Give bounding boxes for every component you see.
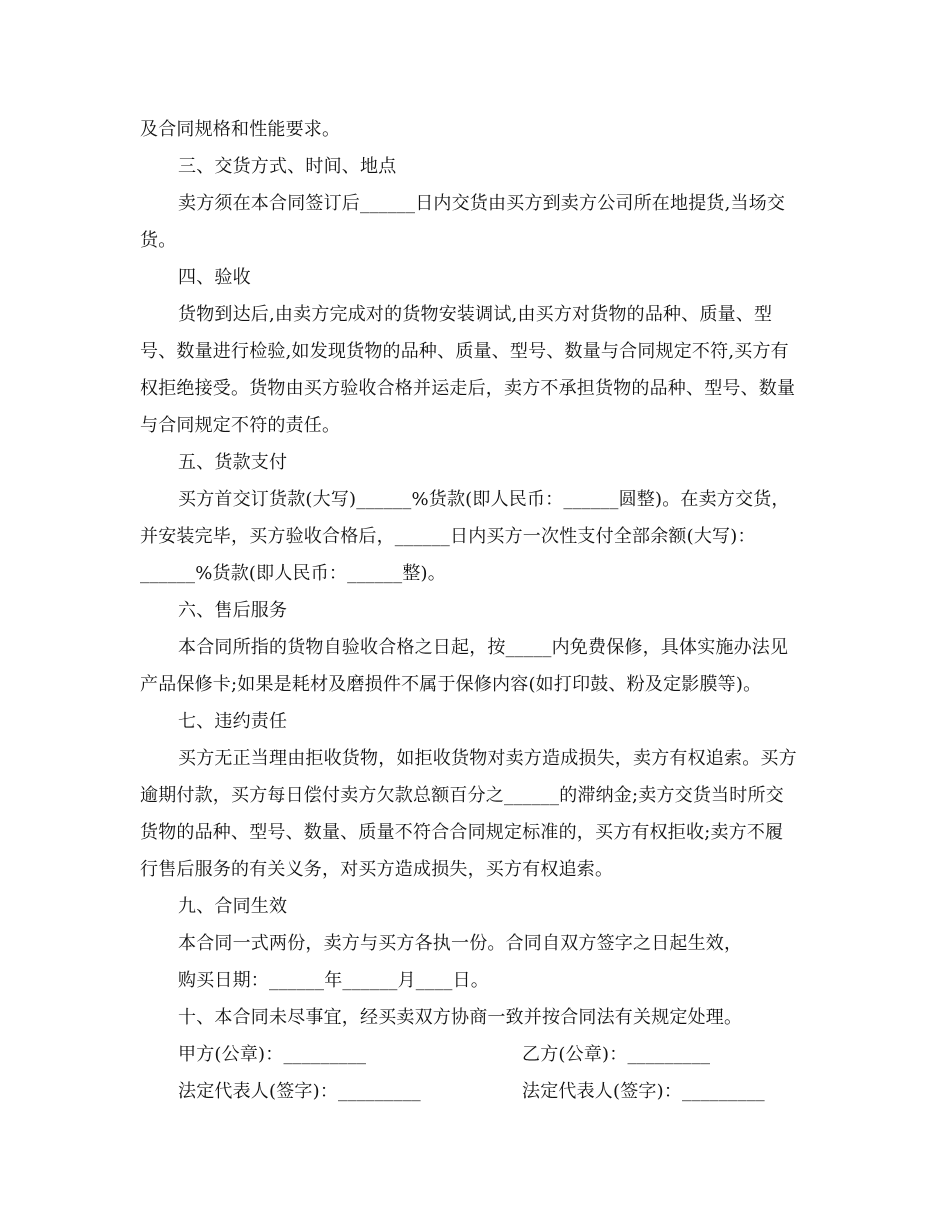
section-heading: 十、本合同未尽事宜，经买卖双方协商一致并按合同法有关规定处理。 (178, 1007, 743, 1028)
paragraph-line: 产品保修卡;如果是耗材及磨损件不属于保修内容(如打印鼓、粉及定影膜等)。 (140, 674, 762, 695)
paragraph-line: 逾期付款，买方每日偿付卖方欠款总额百分之______的滞纳金;卖方交货当时所交 (140, 785, 784, 806)
paragraph-line: 权拒绝接受。货物由买方验收合格并运走后，卖方不承担货物的品种、型号、数量 (140, 378, 796, 399)
paragraph-line: 本合同一式两份，卖方与买方各执一份。合同自双方签字之日起生效， (178, 933, 743, 954)
paragraph-line: 及合同规格和性能要求。 (140, 119, 341, 140)
paragraph-line: 行售后服务的有关义务，对买方造成损失，买方有权追索。 (140, 859, 614, 880)
party-a-representative: 法定代表人(签字)：_________ (178, 1081, 421, 1102)
party-a-seal: 甲方(公章)：_________ (178, 1044, 367, 1065)
section-heading: 九、合同生效 (178, 896, 288, 917)
section-heading: 四、验收 (178, 267, 251, 288)
paragraph-line: 卖方须在本合同签订后______日内交货由买方到卖方公司所在地提货,当场交 (178, 193, 786, 214)
paragraph-line: 货物到达后,由卖方完成对的货物安装调试,由买方对货物的品种、质量、型 (178, 304, 773, 325)
paragraph-line: 货物的品种、型号、数量、质量不符合合同规定标准的，买方有权拒收;卖方不履 (140, 822, 784, 843)
paragraph-line: ______%货款(即人民币：______整)。 (140, 563, 446, 584)
paragraph-line: 货。 (140, 230, 177, 251)
paragraph-line: 买方无正当理由拒收货物，如拒收货物对卖方造成损失，卖方有权追索。买方 (178, 748, 797, 769)
paragraph-line: 本合同所指的货物自验收合格之日起，按_____内免费保修，具体实施办法见 (178, 637, 789, 658)
section-heading: 七、违约责任 (178, 711, 288, 732)
paragraph-line: 买方首交订货款(大写)______%货款(即人民币：______圆整)。在卖方交货， (178, 489, 790, 510)
purchase-date-line: 购买日期：______年______月____日。 (178, 970, 489, 991)
party-b-representative: 法定代表人(签字)：_________ (522, 1081, 765, 1102)
paragraph-line: 并安装完毕，买方验收合格后，______日内买方一次性支付全部余额(大写)： (140, 526, 756, 547)
paragraph-line: 与合同规定不符的责任。 (140, 415, 341, 436)
section-heading: 五、货款支付 (178, 452, 288, 473)
section-heading: 六、售后服务 (178, 600, 288, 621)
party-b-seal: 乙方(公章)：_________ (522, 1044, 711, 1065)
section-heading: 三、交货方式、时间、地点 (178, 156, 397, 177)
paragraph-line: 号、数量进行检验,如发现货物的品种、质量、型号、数量与合同规定不符,买方有 (140, 341, 789, 362)
